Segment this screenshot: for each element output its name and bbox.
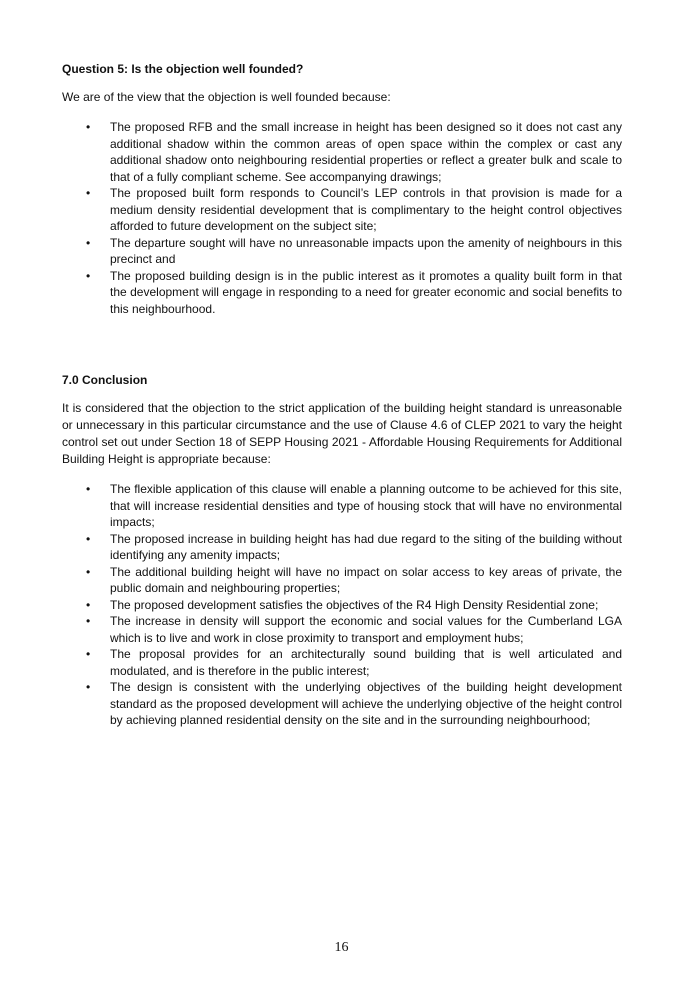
conclusion-paragraph: It is considered that the objection to the strict application of the building height standard is unreasonable or unnecessary in this particular circumstance and the use of Clause 4.6 of CLEP 2021 to vary the height control set out under Section 18 of SEPP Housing 2021 - Affordable Housing Requirements for Additional Building Height is appropriate because: <box>62 401 622 466</box>
question-5-intro: We are of the view that the objection is well founded because: <box>62 90 391 104</box>
question-5-heading: Question 5: Is the objection well founded? <box>62 62 304 76</box>
list-item-text: The proposed building design is in the public interest as it promotes a quality built form in that the development will engage in responding to a need for greater economic and social benefits to this neighbourhood. <box>110 268 622 316</box>
list-item-text: The proposed increase in building height has had due regard to the siting of the building without identifying any amenity impacts; <box>110 531 622 562</box>
bullet-icon: • <box>86 186 91 200</box>
bullet-icon: • <box>86 597 91 612</box>
list-item-text: The increase in density will support the economic and social values for the Cumberland LGA which is to live and work in close proximity to transport and employment hubs; <box>110 614 622 645</box>
list-item <box>62 119 622 185</box>
list-item-text: The proposed RFB and the small increase in height has been designed so it does not cast any additional shadow within the common areas of open space within the complex or cast any additional shadow onto neighbouring residential properties or reflect a greater bulk and scale to that of a fully compliant scheme. See accompanying drawings; <box>110 120 622 184</box>
list-item <box>62 679 622 729</box>
list-item <box>62 646 622 679</box>
list-item <box>62 564 622 597</box>
list-item <box>62 268 622 318</box>
list-item-text: The proposed built form responds to Council’s LEP controls in that provision is made for a medium density residential development that is complimentary to the height control objectives afforded to future development on the subject site; <box>110 186 622 233</box>
page-number: 16 <box>334 940 349 955</box>
list-item-text: The flexible application of this clause will enable a planning outcome to be achieved for this site, that will increase residential densities and type of housing stock that will have no environmental impacts; <box>110 482 622 529</box>
list-item <box>62 185 622 235</box>
list-item-text: The proposal provides for an architecturally sound building that is well articulated and modulated, and is therefore in the public interest; <box>110 647 622 678</box>
bullet-icon: • <box>86 120 91 134</box>
bullet-icon: • <box>86 268 91 283</box>
list-item <box>62 531 622 564</box>
bullet-icon: • <box>86 647 91 661</box>
bullet-icon: • <box>86 680 91 694</box>
list-item <box>62 481 622 531</box>
bullet-icon: • <box>86 235 91 250</box>
document-page <box>62 60 622 729</box>
list-item <box>62 235 622 268</box>
conclusion-bullet-list <box>62 481 622 729</box>
list-item-text: The proposed development satisfies the objectives of the R4 High Density Residential zone; <box>110 597 599 612</box>
conclusion-heading: 7.0 Conclusion <box>62 373 148 387</box>
list-item-text: The additional building height will have no impact on solar access to key areas of private, the public domain and neighbouring properties; <box>110 564 622 595</box>
bullet-icon: • <box>86 531 91 546</box>
list-item <box>62 597 622 614</box>
question-5-bullet-list <box>62 119 622 317</box>
bullet-icon: • <box>86 482 91 496</box>
bullet-icon: • <box>86 614 91 628</box>
list-item-text: The departure sought will have no unreasonable impacts upon the amenity of neighbours in this precinct and <box>110 235 622 266</box>
list-item <box>62 613 622 646</box>
bullet-icon: • <box>86 564 91 579</box>
list-item-text: The design is consistent with the underlying objectives of the building height development standard as the proposed development will achieve the underlying objective of the height control by achieving planned residential density on the site and in the surrounding neighbourhood; <box>110 680 622 727</box>
